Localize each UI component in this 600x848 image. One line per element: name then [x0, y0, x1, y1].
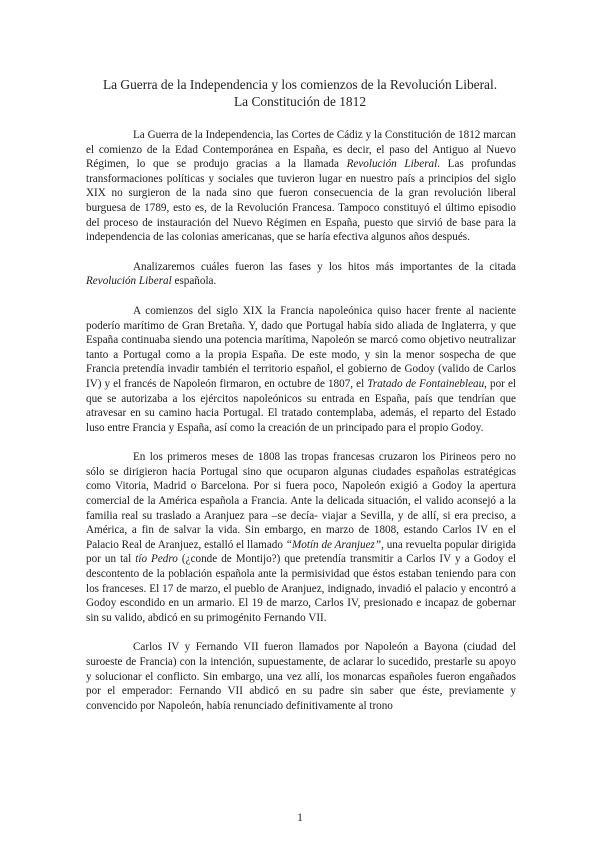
body-text [86, 128, 516, 713]
paragraph-3-text: A comienzos del siglo XIX la Francia napoleónica quiso hacer frente al naciente poderío marítimo de Gran Bretaña. Y, dado que Portugal había sido aliada de Inglaterra, y que España continuaba siendo una potencia marítima, Napoleón se marcó como objetivo neutralizar tanto a Portugal como a la propia España. De este modo, y sin la menor sospecha de que Francia pretendía invadir también el territorio español, el gobierno de Godoy (valido de Carlos IV) y el francés de Napoleón firmaron, en octubre de 1807, el [86, 304, 516, 390]
paragraph-5 [86, 640, 516, 713]
paragraph-2 [86, 260, 516, 289]
page-title [60, 76, 540, 110]
paragraph-4 [86, 450, 516, 625]
paragraph-1-emphasis: Revolución Liberal [346, 158, 438, 171]
paragraph-2-emphasis: Revolución Liberal [86, 275, 172, 288]
paragraph-4-emphasis-2: tío Pedro [135, 553, 178, 566]
paragraph-4-text: En los primeros meses de 1808 las tropas francesas cruzaron los Pirineos pero no sólo se dirigieron hacia Portugal sino que ocuparon algunas ciudades españolas estratégicas como Vitoria, Madrid o Barcelona. Por si fuera poco, Napoleón exigió a Godoy la apertura comercial de la América española a Francia. Ante la delicada situación, el valido aconsejó a la familia real su traslado a Aranjuez para –se decía- viajar a Sevilla, y de allí, si era preciso, a América, a fin de salvar la vida. Sin embargo, en marzo de 1808, estando Carlos IV en el Palacio Real de Aranjuez, estalló el llamado [86, 451, 516, 551]
paragraph-2-text-end: española. [171, 275, 217, 288]
paragraph-1-text-end: . Las profundas transformaciones políticas y sociales que tuvieron lugar en nuestro país a principios del siglo XIX no surgieron de la nada sino que fueron consecuencia de la gran revolución liberal burguesa de 1789, esto es, de la Revolución Francesa. Tampoco constituyó el último episodio del proceso de instauración del Nuevo Régimen en España, puesto que sirvió de base para la independencia de las colonias americanas, que se haría efectiva algunos años después. [86, 158, 516, 244]
paragraph-1-text: La Guerra de la Independencia, las Cortes de Cádiz y la Constitución de 1812 marcan el comienzo de la Edad Contemporánea en España, es decir, el paso del Antiguo al Nuevo Régimen, lo que se produjo gracias a la llamada [86, 129, 516, 171]
page-number: 1 [297, 812, 303, 824]
paragraph-5-text: Carlos IV y Fernando VII fueron llamados por Napoleón a Bayona (ciudad del suroeste de Francia) con la intención, supuestamente, de aclarar lo sucedido, prestarle su apoyo y solucionar el conflicto. Sin embargo, una vez allí, los monarcas españoles fueron engañados por el emperador: Fernando VII abdicó en su padre sin saber que éste, previamente y convencido por Napoleón, había renunciado definitivamente al trono [86, 641, 516, 712]
paragraph-1 [86, 128, 516, 245]
title-line-1: La Guerra de la Independencia y los comienzos de la Revolución Liberal. [102, 77, 498, 92]
paragraph-3-emphasis: Tratado de Fontainebleau [367, 377, 485, 390]
paragraph-3 [86, 304, 516, 435]
paragraph-2-text: Analizaremos cuáles fueron las fases y los hitos más importantes de la citada [133, 260, 516, 273]
paragraph-4-text-mid: , una revuelta popular dirigida por un tal [86, 538, 516, 566]
title-line-2: La Constitución de 1812 [233, 94, 367, 109]
paragraph-3-text-end: , por el que se autorizaba a los ejércitos napoleónicos su entrada en España, país que tendrían que atravesar en su camino hacia Portugal. El tratado contemplaba, además, el reparto del Estado luso entre Francia y España, así como la creación de un principado para el propio Godoy. [86, 377, 516, 434]
paragraph-4-emphasis: “Motín de Aranjuez” [285, 538, 382, 551]
paragraph-4-text-end: (¿conde de Montijo?) que pretendía transmitir a Carlos IV y a Godoy el descontento de la población española ante la permisividad que éstos estaban teniendo para con los franceses. El 17 de marzo, el pueblo de Aranjuez, indignado, invadió el palacio y encontró a Godoy escondido en un armario. El 19 de marzo, Carlos IV, presionado e incapaz de gobernar sin su valido, abdicó en su primogénito Fernando VII. [86, 553, 517, 624]
